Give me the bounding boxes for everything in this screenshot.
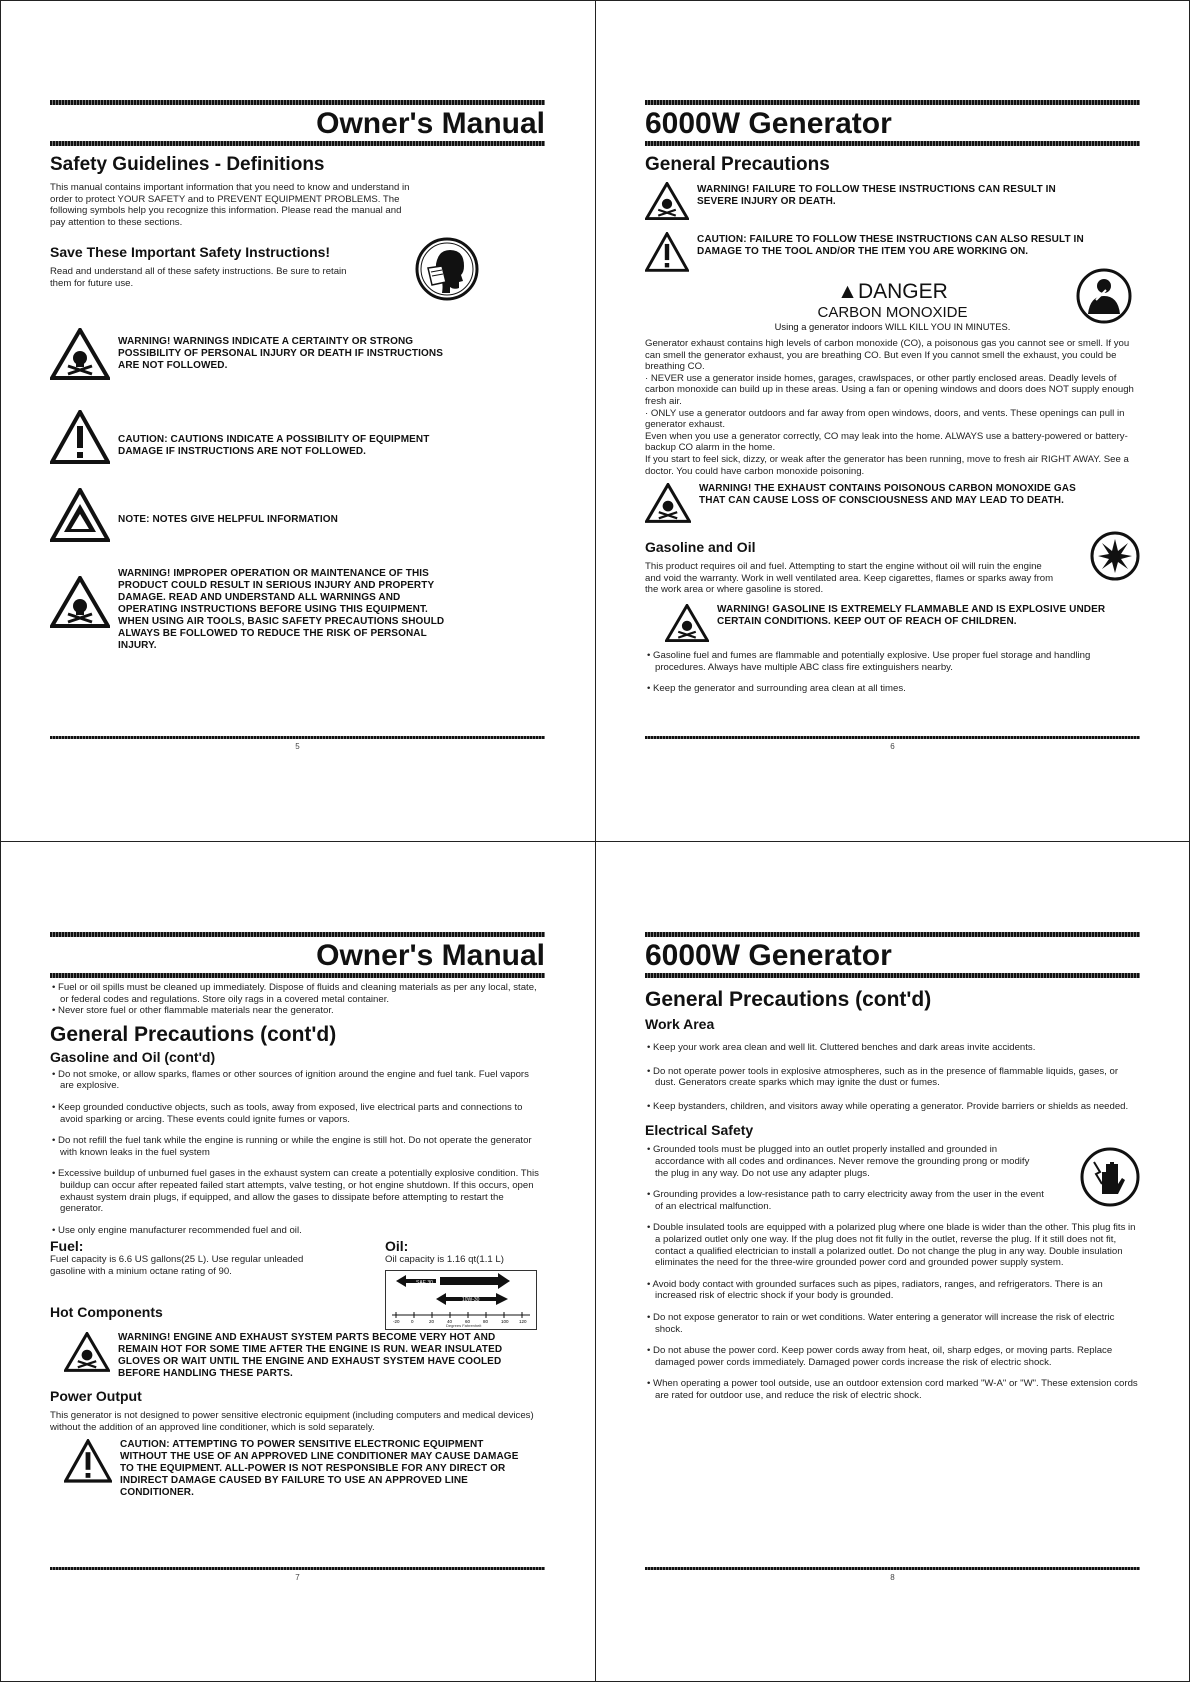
header-rule — [645, 141, 1140, 146]
warning-skull-icon — [645, 182, 689, 220]
power-caution-block — [50, 1439, 545, 1499]
footer-rule — [50, 736, 545, 739]
note-text: NOTE: NOTES GIVE HELPFUL INFORMATION — [118, 514, 338, 526]
list-item: • Keep your work area clean and well lit. Cluttered benches and dark areas invite accidents. — [647, 1042, 1036, 1053]
header-rule — [50, 141, 545, 146]
caution-exclamation-icon — [50, 410, 110, 464]
power-title: Power Output — [50, 1387, 142, 1404]
electric-shock-hand-icon — [1080, 1144, 1140, 1210]
header-rule — [50, 100, 545, 105]
danger-heading — [645, 280, 1140, 304]
list-item: • Keep the generator and surrounding area clean at all times. — [647, 683, 906, 695]
page-number: 6 — [890, 742, 895, 751]
warning-text: WARNING! IMPROPER OPERATION OR MAINTENANCE OF THIS PRODUCT COULD RESULT IN SERIOUS INJURY AND PROPERTY DAMAGE. READ AND UNDERSTAND ALL WARNINGS AND OPERATING INSTRUCTIONS BEFORE USING THIS EQUIPMENT. WHEN USING AIR TOOLS, BASIC SAFETY PRECAUTIONS SHOULD ALWAYS BE FOLLOWED TO REDUCE THE RISK OF PERSONAL INJURY. — [118, 568, 445, 652]
header-rule — [645, 973, 1140, 978]
list-item: • Double insulated tools are equipped with a polarized plug where one blade is wider than the other. This plug fits in a polarized outlet only one way. If the plug does not fit fully in the outlet, reverse the plug. If it still does not fit, contact a qualified electrician to install a polarized outlet. Do not change the plug in any way. Double insulation eliminates the need for the three-wire grounded power cord and grounded power supply system. — [647, 1222, 1136, 1269]
co-paragraph: · ONLY use a generator outdoors and far away from open windows, doors, and vents. These openings can pull in generator exhaust. — [645, 407, 1125, 431]
co-person-icon — [1076, 268, 1132, 324]
gas-text: This product requires oil and fuel. Attempting to start the engine without oil will ruin the engine and void the warranty. Work in well ventilated area. Keep cigarettes, flames or sparks away from the work area or where gasoline is stored. — [645, 561, 1054, 596]
arrow-label: SAE 30 — [416, 1279, 433, 1286]
danger-subtitle: Using a generator indoors WILL KILL YOU IN MINUTES. — [774, 321, 1011, 332]
tick-label: 120 — [519, 1318, 527, 1324]
section-title: Safety Guidelines - Definitions — [50, 154, 325, 175]
explosion-icon — [1090, 531, 1140, 581]
fuel-oil-row — [50, 1238, 545, 1330]
save-text: Read and understand all of these safety instructions. Be sure to retain them for future use. — [50, 266, 347, 289]
gas-title: Gasoline and Oil — [645, 539, 756, 556]
page-number: 5 — [295, 742, 300, 751]
warning-block-2 — [645, 483, 1140, 523]
warning-block — [50, 328, 545, 380]
warning-text: WARNING! GASOLINE IS EXTREMELY FLAMMABLE AND IS EXPLOSIVE UNDER CERTAIN CONDITIONS. KEEP OUT OF REACH OF CHILDREN. — [717, 603, 1106, 627]
page-header: 6000W Generator — [645, 107, 892, 140]
header-rule — [645, 932, 1140, 937]
co-paragraph: Even when you use a generator correctly, CO may leak into the home. ALWAYS use a battery-powered or battery-backup CO alarm in the home. — [645, 430, 1128, 454]
danger-box — [645, 280, 1140, 332]
section-title: General Precautions (cont'd) — [50, 1022, 337, 1046]
note-triangle-icon — [50, 488, 110, 542]
warning-block-2 — [50, 568, 545, 652]
warning-skull-icon — [645, 483, 691, 523]
header-rule — [645, 100, 1140, 105]
page-number: 8 — [890, 1573, 895, 1582]
hot-warning-block — [50, 1332, 545, 1380]
danger-word: DANGER — [857, 280, 948, 303]
footer-rule — [645, 736, 1140, 739]
warning-block — [645, 182, 1140, 220]
warning-text: WARNING! FAILURE TO FOLLOW THESE INSTRUCTIONS CAN RESULT IN SEVERE INJURY OR DEATH. — [697, 184, 1056, 207]
read-manual-icon — [414, 236, 480, 302]
tick-label: 100 — [501, 1318, 509, 1324]
warning-block-3 — [665, 604, 1140, 642]
page-header: Owner's Manual — [316, 107, 545, 140]
list-item: • Do not refill the fuel tank while the engine is running or while the engine is still hot. Do not operate the generator with known leaks in the fuel system — [52, 1135, 532, 1158]
warning-skull-icon — [64, 1332, 110, 1372]
page-footer — [50, 1567, 545, 1582]
tick-label: 0 — [411, 1318, 414, 1324]
list-item: • Do not abuse the power cord. Keep power cords away from heat, oil, sharp edges, or moving parts. Replace damaged power cords immediately. Damaged power cords increase the risk of electric shock. — [647, 1345, 1113, 1368]
page-6 — [645, 100, 1140, 705]
arrow-label: 10W-30 — [462, 1296, 480, 1303]
list-item: • Grounding provides a low-resistance path to carry electricity away from the user in the event of an electrical malfunction. — [647, 1189, 1044, 1212]
tick-label: 80 — [483, 1318, 489, 1324]
power-text: This generator is not designed to power sensitive electronic equipment (including computers and medical devices) without the addition of an approved line conditioner, which is sold separately. — [50, 1409, 534, 1433]
axis-label: Degrees Fahrenheit — [446, 1322, 482, 1328]
note-block — [50, 488, 545, 542]
intro-text: This manual contains important information that you need to know and understand in order to protect YOUR SAFETY and to PREVENT EQUIPMENT PROBLEMS. The following symbols help you recognize this information. Please read the manual and pay attention to these sections. — [50, 182, 410, 228]
list-item: • Excessive buildup of unburned fuel gases in the exhaust system can create a potentially explosive condition. This buildup can occur after repeated failed start attempts, valve testing, or hot engine shutdown. If this occurs, open exhaust system drain plugs, if equipped, and allow the gases to dissipate before attempting to restart the generator. — [52, 1168, 539, 1215]
caution-exclamation-icon — [645, 232, 689, 272]
footer-rule — [645, 1567, 1140, 1570]
tick-label: 60 — [465, 1318, 471, 1324]
list-item: • Gasoline fuel and fumes are flammable and potentially explosive. Use proper fuel storage and handling procedures. Always have multiple ABC class fire extinguishers nearby. — [647, 649, 1091, 673]
list-item: • Do not operate power tools in explosive atmospheres, such as in the presence of flammable liquids, gases, or dust. Generators create sparks which may ignite the dust or fumes. — [647, 1065, 1119, 1089]
save-title: Save These Important Safety Instructions! — [50, 244, 331, 261]
caution-block — [645, 232, 1140, 272]
co-paragraph: · NEVER use a generator inside homes, garages, crawlspaces, or other partly enclosed areas. Deadly levels of carbon monoxide can build up in these areas. Using a fan or opening windows and doors does NOT supply enough fresh air. — [645, 372, 1134, 407]
fuel-title: Fuel: — [50, 1238, 84, 1255]
page-footer — [645, 1567, 1140, 1582]
page-footer — [50, 736, 545, 751]
warning-text: WARNING! ENGINE AND EXHAUST SYSTEM PARTS BECOME VERY HOT AND REMAIN HOT FOR SOME TIME AFTER THE ENGINE IS RUN. WEAR INSULATED GLOVES OR WAIT UNTIL THE ENGINE AND EXHAUST SYSTEM HAVE COOLED BEFORE HANDLING THESE PARTS. — [118, 1331, 503, 1379]
warning-text: WARNING! WARNINGS INDICATE A CERTAINTY OR STRONG POSSIBILITY OF PERSONAL INJURY OR DEATH IF INSTRUCTIONS ARE NOT FOLLOWED. — [118, 336, 443, 372]
warning-skull-icon — [665, 604, 709, 642]
horizontal-divider — [0, 841, 1190, 842]
elec-title: Electrical Safety — [645, 1122, 754, 1139]
caution-text: CAUTION: CAUTIONS INDICATE A POSSIBILITY OF EQUIPMENT DAMAGE IF INSTRUCTIONS ARE NOT FOLLOWED. — [118, 434, 430, 458]
page-number: 7 — [295, 1573, 300, 1582]
page-header: Owner's Manual — [316, 939, 545, 972]
header-rule — [50, 932, 545, 937]
section-title: General Precautions (cont'd) — [645, 988, 932, 1011]
sub-title: Gasoline and Oil (cont'd) — [50, 1048, 216, 1065]
co-paragraph: If you start to feel sick, dizzy, or weak after the generator has been running, move to fresh air RIGHT AWAY. See a doctor. You could have carbon monoxide poisoning. — [645, 453, 1129, 477]
warning-skull-icon — [50, 576, 110, 628]
list-item: • Do not expose generator to rain or wet conditions. Water entering a generator will increase the risk of electric shock. — [647, 1311, 1115, 1335]
list-item: • Use only engine manufacturer recommended fuel and oil. — [52, 1224, 302, 1236]
caution-exclamation-icon — [64, 1439, 112, 1483]
list-item: • Avoid body contact with grounded surfaces such as pipes, radiators, ranges, and refrigerators. There is an increased risk of electric shock if your body is grounded. — [647, 1278, 1103, 1302]
co-paragraph: Generator exhaust contains high levels of carbon monoxide (CO), a poisonous gas you cannot see or smell. If you can smell the generator exhaust, you are breathing CO. But even If you cannot smell the exhaust, you could be breathing CO. — [645, 338, 1130, 373]
warning-text: WARNING! THE EXHAUST CONTAINS POISONOUS CARBON MONOXIDE GAS THAT CAN CAUSE LOSS OF CONSCIOUSNESS AND MAY LEAD TO DEATH. — [699, 483, 1076, 507]
list-item: • Fuel or oil spills must be cleaned up immediately. Dispose of fluids and cleaning materials as per any local, state, or federal codes and regulations. Store oily rags in a covered metal container. — [52, 982, 537, 1005]
caution-text: CAUTION: ATTEMPTING TO POWER SENSITIVE ELECTRONIC EQUIPMENT WITHOUT THE USE OF AN APPROVED LINE CONDITIONER MAY CAUSE DAMAGE TO THE EQUIPMENT. ALL-POWER IS NOT RESPONSIBLE FOR ANY DIRECT OR INDIRECT DAMAGE CAUSED BY FAILURE TO USE AN APPROVED LINE CONDITIONER. — [120, 1439, 519, 1499]
danger-title: CARBON MONOXIDE — [817, 304, 968, 321]
co-paragraphs — [645, 338, 1140, 477]
list-item: • When operating a power tool outside, use an outdoor extension cord marked "W-A" or "W". These extension cords are rated for outdoor use, and reduce the risk of electric shock. — [647, 1378, 1138, 1401]
page-8 — [645, 932, 1140, 1411]
list-item: • Keep grounded conductive objects, such as tools, away from exposed, live electrical parts and connections to avoid sparking or arcing. These events could ignite fumes or vapors. — [52, 1101, 523, 1125]
fuel-text: Fuel capacity is 6.6 US gallons(25 L). Use regular unleaded gasoline with a minium octane rating of 90. — [50, 1254, 304, 1277]
caution-text: CAUTION: FAILURE TO FOLLOW THESE INSTRUCTIONS CAN ALSO RESULT IN DAMAGE TO THE TOOL AND/OR THE ITEM YOU ARE WORKING ON. — [697, 234, 1084, 257]
page-5 — [50, 100, 545, 660]
oil-text: Oil capacity is 1.16 qt(1.1 L) — [385, 1254, 504, 1266]
warning-skull-icon — [50, 328, 110, 380]
danger-triangle-icon: ▲ — [837, 280, 858, 303]
hot-title: Hot Components — [50, 1303, 163, 1320]
section-title: General Precautions — [645, 154, 830, 175]
tick-label: -20 — [393, 1318, 400, 1324]
page-7 — [50, 932, 545, 1507]
oil-viscosity-chart — [385, 1270, 537, 1330]
tick-label: 20 — [429, 1318, 435, 1324]
oil-title: Oil: — [385, 1238, 409, 1255]
caution-block — [50, 410, 545, 464]
list-item: • Keep bystanders, children, and visitors away while operating a generator. Provide barriers or shields as needed. — [647, 1100, 1129, 1112]
list-item: • Do not smoke, or allow sparks, flames or other sources of ignition around the engine and fuel tank. Fuel vapors are explosive. — [52, 1068, 529, 1092]
work-title: Work Area — [645, 1016, 715, 1032]
list-item: • Grounded tools must be plugged into an outlet properly installed and grounded in accordance with all codes and ordinances. Never remove the grounding prong or modify the plug in any way. Do not use any adapter plugs. — [647, 1144, 1030, 1179]
header-rule — [50, 973, 545, 978]
page-header: 6000W Generator — [645, 939, 892, 972]
list-item: • Never store fuel or other flammable materials near the generator. — [52, 1005, 334, 1017]
footer-rule — [50, 1567, 545, 1570]
tick-label: 40 — [447, 1318, 453, 1324]
page-footer — [645, 736, 1140, 751]
